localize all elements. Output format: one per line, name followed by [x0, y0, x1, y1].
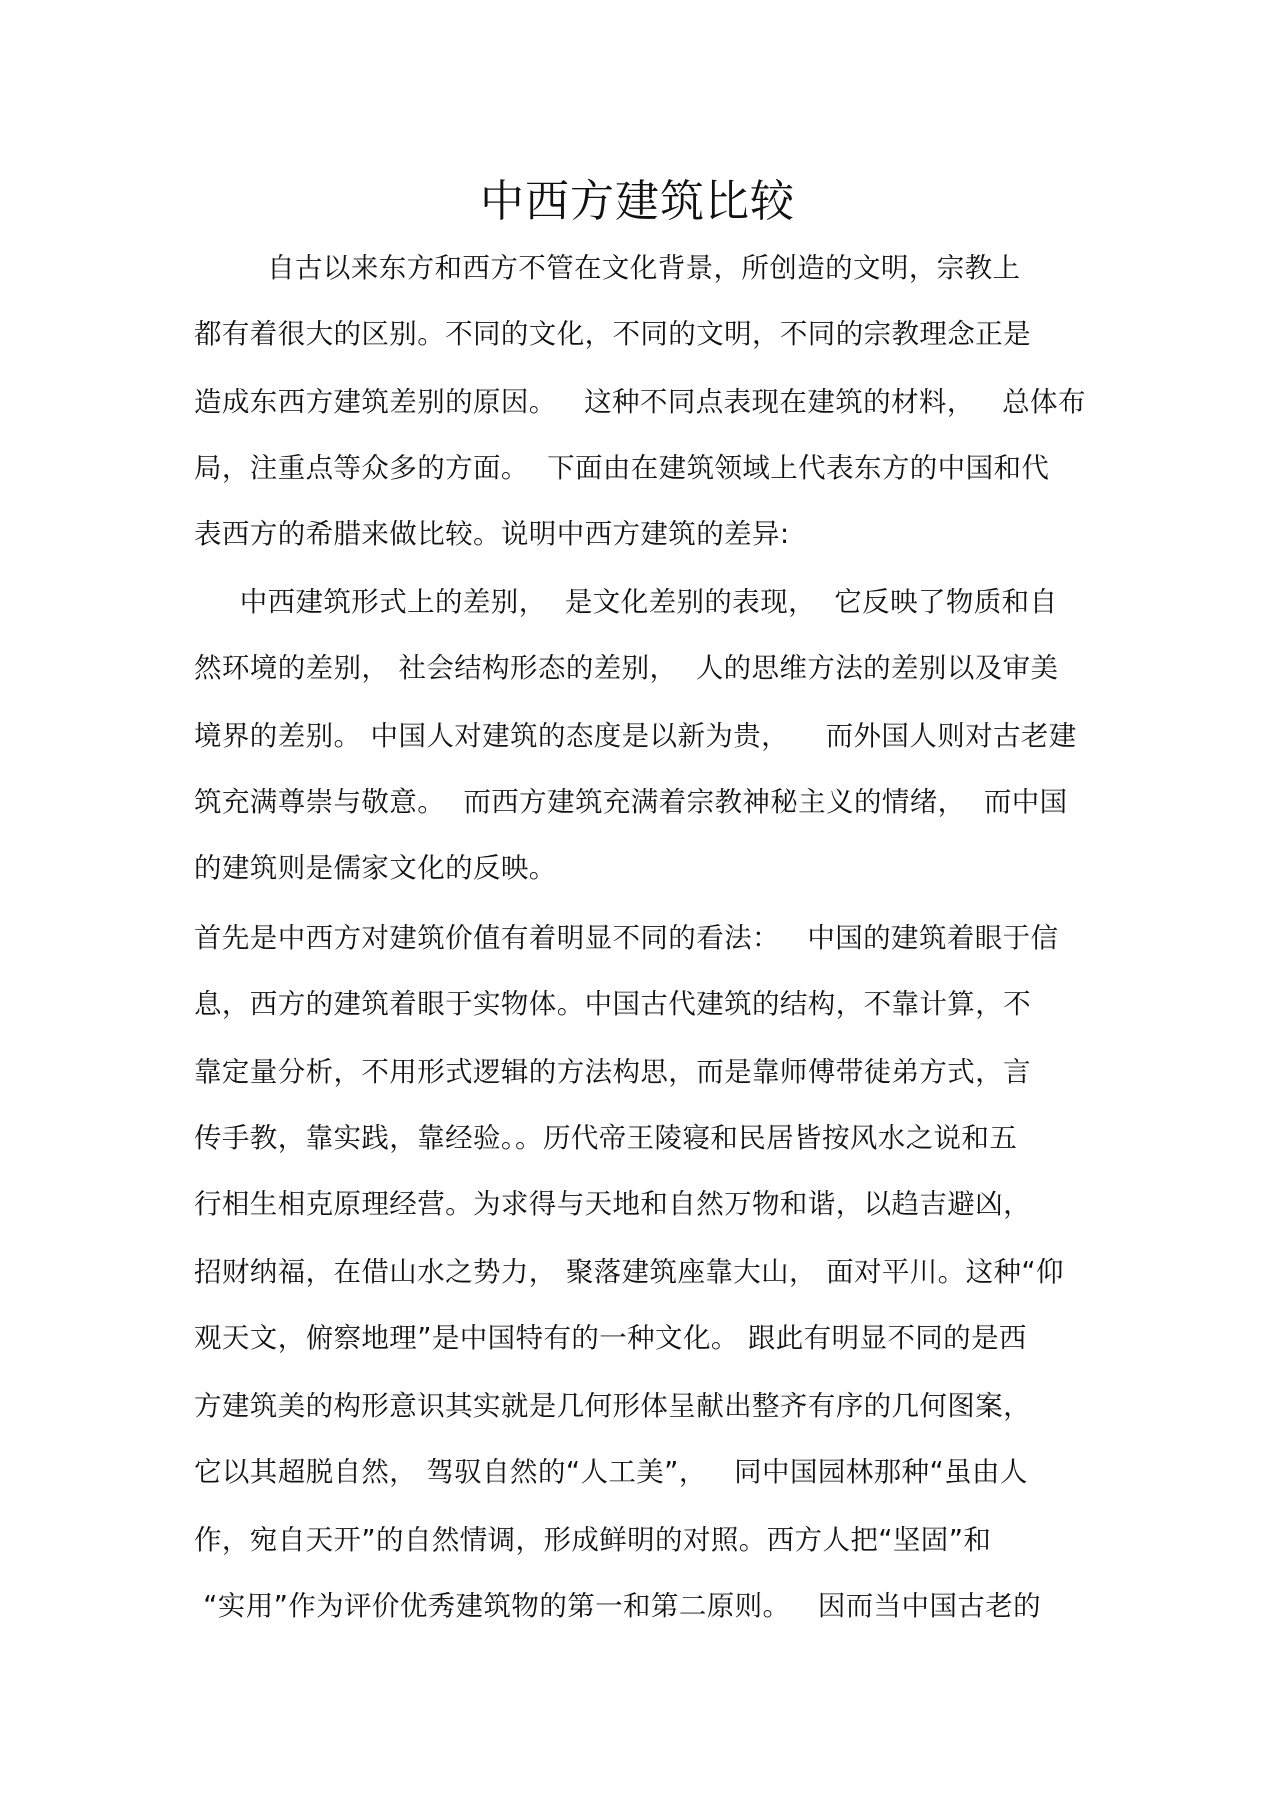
paragraph-line: 筑充满尊崇与敬意。 而西方建筑充满着宗教神秘主义的情绪， 而中国 [194, 786, 1068, 818]
paragraph-line: 都有着很大的区别。不同的文化，不同的文明，不同的宗教理念正是 [194, 318, 1031, 350]
paragraph-line: 自古以来东方和西方不管在文化背景，所创造的文明，宗教上 [194, 252, 1021, 284]
paragraph-line: 的建筑则是儒家文化的反映。 [194, 852, 557, 884]
paragraph-line: 方建筑美的构形意识其实就是几何形体呈献出整齐有序的几何图案， [194, 1390, 1031, 1422]
paragraph-line: 首先是中西方对建筑价值有着明显不同的看法： 中国的建筑着眼于信 [194, 922, 1059, 954]
paragraph-line: 行相生相克原理经营。为求得与天地和自然万物和谐，以趋吉避凶， [194, 1188, 1031, 1220]
paragraph-line: 造成东西方建筑差别的原因。 这种不同点表现在建筑的材料， 总体布 [194, 386, 1086, 418]
paragraph-line: 中西建筑形式上的差别， 是文化差别的表现， 它反映了物质和自 [194, 586, 1058, 618]
paragraph-line: 境界的差别。 中国人对建筑的态度是以新为贵， 而外国人则对古老建 [194, 720, 1077, 752]
paragraph-line: 然环境的差别， 社会结构形态的差别， 人的思维方法的差别以及审美 [194, 652, 1059, 684]
paragraph-line: 传手教，靠实践，靠经验。。历代帝王陵寝和民居皆按风水之说和五 [194, 1122, 1018, 1154]
paragraph-line: 它以其超脱自然， 驾驭自然的“人工美”， 同中国园林那种“虽由人 [194, 1456, 1028, 1488]
document-title: 中西方建筑比较 [480, 176, 795, 227]
paragraph-line: “实用”作为评价优秀建筑物的第一和第二原则。 因而当中国古老的 [194, 1590, 1042, 1622]
paragraph-line: 招财纳福，在借山水之势力， 聚落建筑座靠大山， 面对平川。这种“仰 [194, 1256, 1064, 1288]
paragraph-line: 息，西方的建筑着眼于实物体。中国古代建筑的结构，不靠计算，不 [194, 988, 1031, 1020]
paragraph-line: 靠定量分析，不用形式逻辑的方法构思，而是靠师傅带徒弟方式，言 [194, 1056, 1031, 1088]
paragraph-line: 作，宛自天开”的自然情调，形成鲜明的对照。西方人把“坚固”和 [194, 1524, 992, 1556]
paragraph-line: 表西方的希腊来做比较。说明中西方建筑的差异: [194, 518, 790, 550]
paragraph-line: 局，注重点等众多的方面。 下面由在建筑领域上代表东方的中国和代 [194, 452, 1050, 484]
paragraph-line: 观天文，俯察地理”是中国特有的一种文化。 跟此有明显不同的是西 [194, 1322, 1027, 1354]
